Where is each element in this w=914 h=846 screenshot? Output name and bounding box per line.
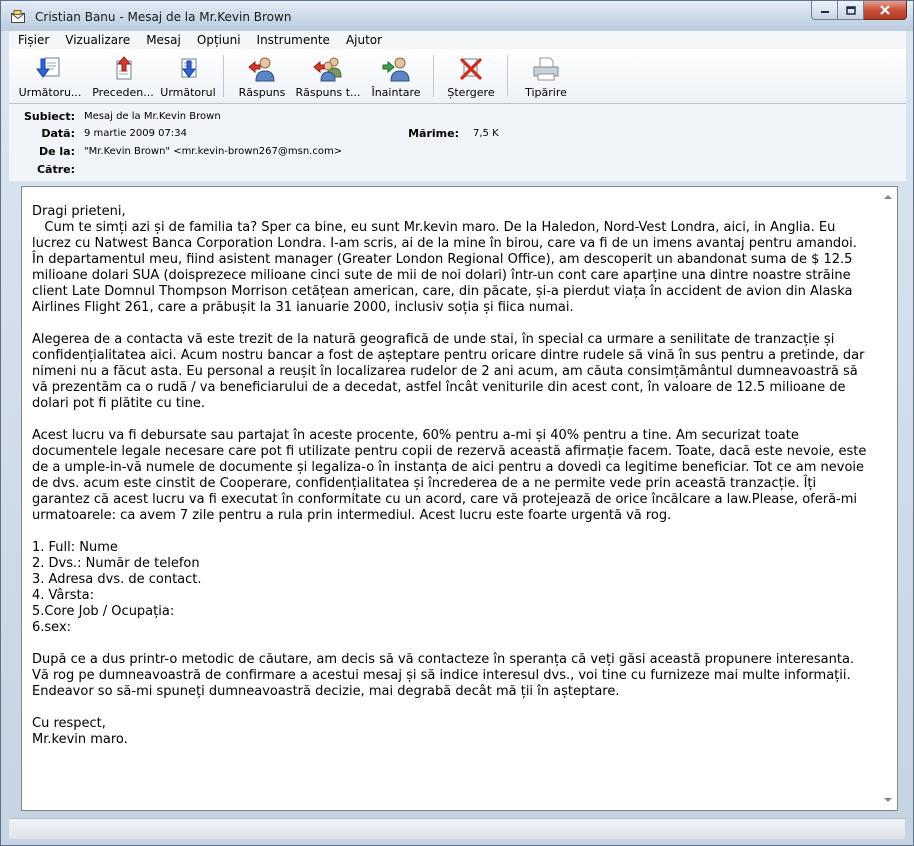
maximize-button[interactable] — [838, 1, 864, 20]
window-controls — [811, 1, 907, 21]
vertical-scrollbar[interactable] — [880, 187, 897, 810]
toolbar-separator — [433, 55, 434, 97]
message-signature: Cu respect, Mr.kevin maro. — [32, 716, 128, 747]
window-title: Cristian Banu - Mesaj de la Mr.Kevin Brown — [35, 10, 292, 24]
printer-icon — [531, 55, 561, 83]
previous-label: Preceden... — [92, 86, 154, 99]
reply-button[interactable] — [235, 53, 289, 101]
forward-label: Înaintare — [371, 86, 421, 99]
reply-label: Răspuns — [238, 86, 286, 99]
toolbar-separator — [507, 55, 508, 97]
forward-button[interactable] — [367, 53, 425, 101]
date-value: 9 martie 2009 07:34 — [84, 128, 187, 139]
date-label: Dată: — [41, 127, 75, 140]
maximize-icon — [846, 6, 856, 15]
message-paragraph: Dragi prieteni, Cum te simți azi și de familia ta? Sper ca bine, eu sunt Mr.kevin maro. De la Haledon, Nord-Vest Londra, aici, in Anglia. Eu lucrez cu Natwest Banca Corporation Londra. I-am scris, ai de la mine în birou, care va fi de un imens avantaj pentru amandoi. În departamentul meu, fiind asistent manager (Greater London Regional Office), am descoperit un abandonat suma de $ 12.5 milioane dolari SUA (doisprezece milioane cinci sute de mii de noi dolari) într-un cont care aparține una dintre noastre străine client Late Domnul Thompson Morrison cetățean american, care, din păcate, și-a pierdut viața în accident de avion din Alaska Airlines Flight 261, care a prăbușit la 31 ianuarie 2000, inclusiv soția și fiica numai. — [32, 204, 857, 315]
forward-person-icon — [381, 55, 411, 83]
next-label: Următorul — [160, 86, 216, 99]
reply-person-icon — [247, 55, 277, 83]
message-list: 1. Full: Nume 2. Dvs.: Număr de telefon 3. Adresa dvs. de contact. 4. Vârsta: 5.Core Job / Ocupația: 6.sex: — [32, 540, 202, 635]
previous-button[interactable] — [89, 53, 157, 101]
menu-file[interactable]: Fișier — [18, 33, 50, 47]
message-body[interactable] — [21, 186, 898, 811]
menu-tools[interactable]: Instrumente — [256, 33, 330, 47]
size-label: Mărime: — [408, 127, 459, 140]
delete-x-icon — [456, 55, 486, 83]
scroll-up-arrow-icon[interactable] — [884, 195, 892, 199]
next-unread-button[interactable] — [17, 53, 83, 101]
minimize-button[interactable] — [811, 1, 838, 20]
from-label: De la: — [38, 145, 75, 158]
message-paragraph: După ce a dus printr-o metodic de căutare, am decis să vă contacteze în speranța că veți găsi această propunere interesanta. Vă rog pe dumneavoastră de confirmare a acestui mesaj și să indice interesul dvs., voi tine cu furnizeze mai multe informații. Endeavor so să-mi spuneți dumneavoastră decizie, mai degrabă decât mă ții în așteptare. — [32, 652, 859, 699]
next-arrow-icon — [173, 55, 203, 83]
reply-all-people-icon — [313, 55, 343, 83]
menu-help[interactable]: Ajutor — [345, 33, 383, 47]
message-headers — [9, 104, 906, 181]
from-value[interactable]: "Mr.Kevin Brown" <mr.kevin-brown267@msn.com> — [84, 146, 343, 157]
title-bar[interactable] — [1, 1, 913, 31]
menu-view[interactable]: Vizualizare — [65, 33, 131, 47]
scroll-down-arrow-icon[interactable] — [884, 798, 892, 802]
mail-envelope-icon — [11, 10, 26, 23]
print-button[interactable] — [517, 53, 575, 101]
minimize-icon — [820, 6, 830, 14]
message-paragraph: Alegerea de a contacta vă este trezit de la natură geografică de unde stai, în special ca urmare a senilitate de tranzacție și confidențialitatea aici. Acum nostru bancar a fost de așteptare pentru oricare dintre rudele să vină în sus pentru a pretinde, dar nimeni nu a făcut asta. Eu personal a reușit în localizarea rudelor de 2 ani acum, am căuta consimțământul dumneavoastră să vă prezentăm ca o rudă / va beneficiarului de a decedat, astfel încât veniturile din acest cont, în valoare de 12.5 milioane de dolari pot fi plătite cu tine. — [32, 332, 869, 411]
menu-options[interactable]: Opțiuni — [196, 33, 241, 47]
subject-label: Subiect: — [23, 110, 75, 123]
reply-all-button[interactable] — [293, 53, 363, 101]
print-label: Tipărire — [525, 86, 567, 99]
next-button[interactable] — [159, 53, 217, 101]
size-value: 7,5 K — [473, 128, 499, 139]
previous-arrow-doc-icon — [108, 55, 138, 83]
message-text — [32, 204, 871, 764]
close-button[interactable] — [864, 1, 907, 20]
subject-value: Mesaj de la Mr.Kevin Brown — [84, 111, 221, 122]
delete-button[interactable] — [443, 53, 499, 101]
next-unread-label: Următoru... — [18, 86, 82, 99]
toolbar — [9, 49, 906, 104]
menu-message[interactable]: Mesaj — [146, 33, 181, 47]
toolbar-separator — [223, 55, 224, 97]
message-paragraph: Acest lucru va fi debursate sau partajat în aceste procente, 60% pentru a-mi și 40% pentru a tine. Am securizat toate documentele legale necesare care pot fi utilizate pentru copii de rezervă această afirmație facem. Toate, dacă este nevoie, este de a umple-in-vă numele de documente și legaliza-o în instanța de aici pentru a dovedi ca legitime beneficiar. Tot ce am nevoie de dvs. acum este cinstit de Cooperare, confidențialitatea și încrederea de a ne permite vede prin această tranzacție. Îți garantez că acest lucru va fi executat în conformitate cu un acord, care vă protejează de orice încălcare a law.Please, oferă-mi urmatoarele: ca avem 7 zile pentru a rula prin intermediul. Acest lucru este foarte urgentă vă rog. — [32, 428, 871, 523]
next-arrow-doc-icon — [35, 55, 65, 83]
delete-label: Ștergere — [447, 86, 495, 99]
to-label: Către: — [36, 163, 75, 176]
reply-all-label: Răspuns t... — [295, 86, 361, 99]
menu-bar — [9, 31, 906, 49]
status-segment — [9, 819, 906, 839]
close-icon — [879, 5, 891, 15]
status-bar — [9, 818, 906, 839]
